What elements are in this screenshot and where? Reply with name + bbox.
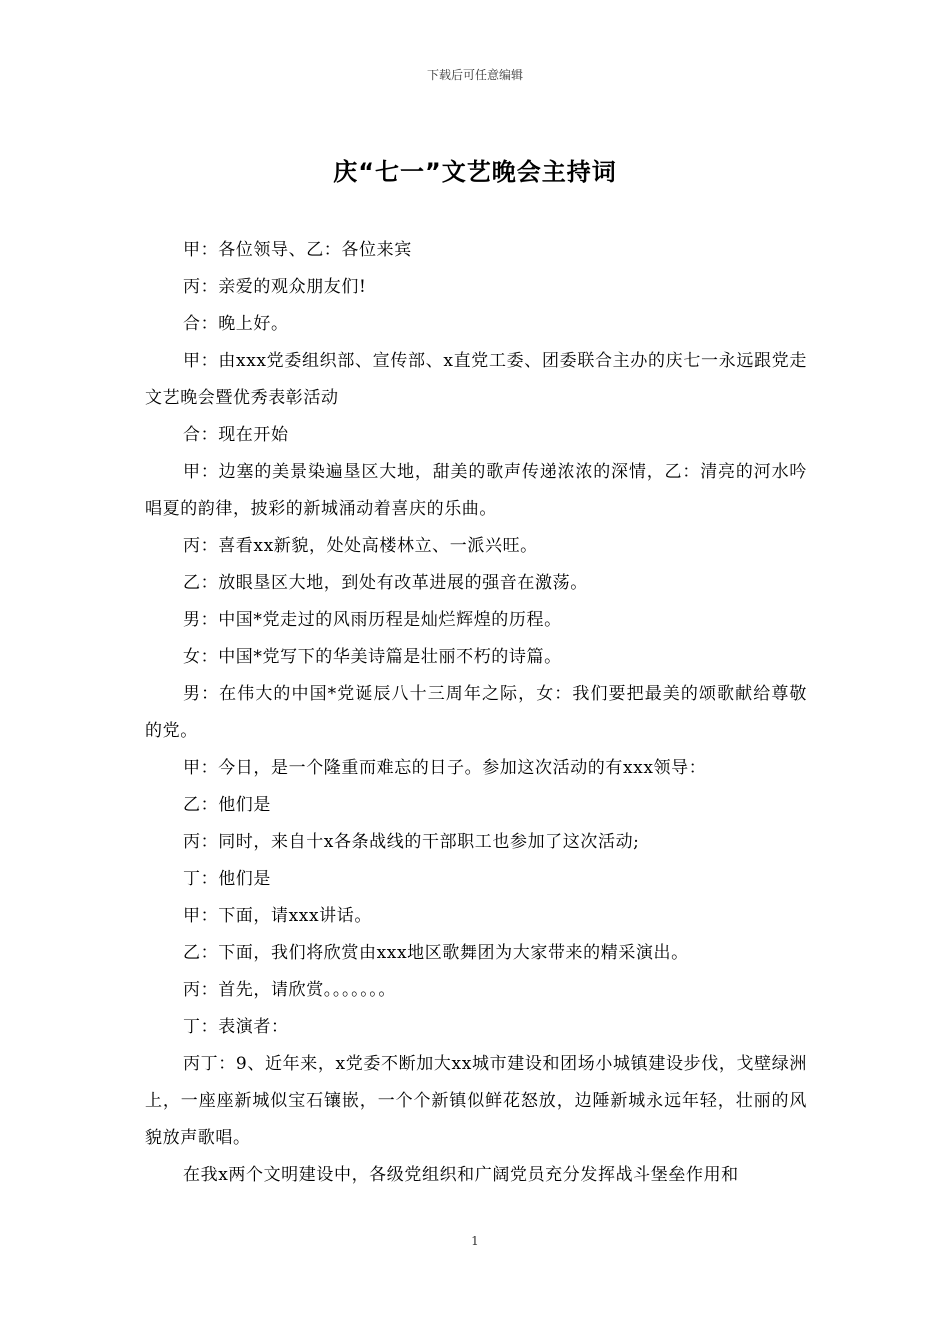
paragraph: 合：现在开始 <box>183 425 289 445</box>
page-number: 1 <box>471 1234 479 1248</box>
paragraph: 男：中国*党走过的风雨历程是灿烂辉煌的历程。 <box>183 610 562 630</box>
paragraph: 丙：喜看xx新貌，处处高楼林立、一派兴旺。 <box>183 536 538 556</box>
paragraph: 丙丁：9、近年来，x党委不断加大xx城市建设和团场小城镇建设步伐，戈壁绿洲上，一座座新城似宝石镶嵌，一个个新镇似鲜花怒放，边陲新城永远年轻，壮丽的风貌放声歌唱。 <box>145 1054 807 1148</box>
paragraph: 在我x两个文明建设中，各级党组织和广阔党员充分发挥战斗堡垒作用和 <box>183 1165 739 1185</box>
paragraph: 丙：首先，请欣赏。。。。。。。 <box>183 980 396 1000</box>
document-body <box>145 232 807 1194</box>
paragraph: 甲：下面，请xxx讲话。 <box>183 906 372 926</box>
page-header: 下载后可任意编辑 <box>426 68 523 82</box>
paragraph: 丙：同时，来自十x各条战线的干部职工也参加了这次活动; <box>183 832 640 852</box>
paragraph: 甲：由xxx党委组织部、宣传部、x直党工委、团委联合主办的庆七一永远跟党走文艺晚会暨优秀表彰活动 <box>145 351 807 408</box>
paragraph: 丁：表演者： <box>183 1017 289 1037</box>
paragraph: 乙：放眼垦区大地，到处有改革进展的强音在激荡。 <box>183 573 588 593</box>
paragraph: 乙：他们是 <box>183 795 271 815</box>
document-title: 庆“七一”文艺晚会主持词 <box>333 158 617 186</box>
paragraph: 丁：他们是 <box>183 869 271 889</box>
paragraph: 乙：下面，我们将欣赏由xxx地区歌舞团为大家带来的精采演出。 <box>183 943 689 963</box>
paragraph: 丙：亲爱的观众朋友们! <box>183 277 367 297</box>
paragraph: 合：晚上好。 <box>183 314 289 334</box>
paragraph: 女：中国*党写下的华美诗篇是壮丽不朽的诗篇。 <box>183 647 562 667</box>
paragraph: 甲：各位领导、乙：各位来宾 <box>183 240 412 260</box>
paragraph: 甲：边塞的美景染遍垦区大地，甜美的歌声传递浓浓的深情，乙：清亮的河水吟唱夏的韵律，披彩的新城涌动着喜庆的乐曲。 <box>145 462 807 519</box>
paragraph: 甲：今日，是一个隆重而难忘的日子。参加这次活动的有xxx领导： <box>183 758 707 778</box>
paragraph: 男：在伟大的中国*党诞辰八十三周年之际，女：我们要把最美的颂歌献给尊敬的党。 <box>145 684 807 741</box>
